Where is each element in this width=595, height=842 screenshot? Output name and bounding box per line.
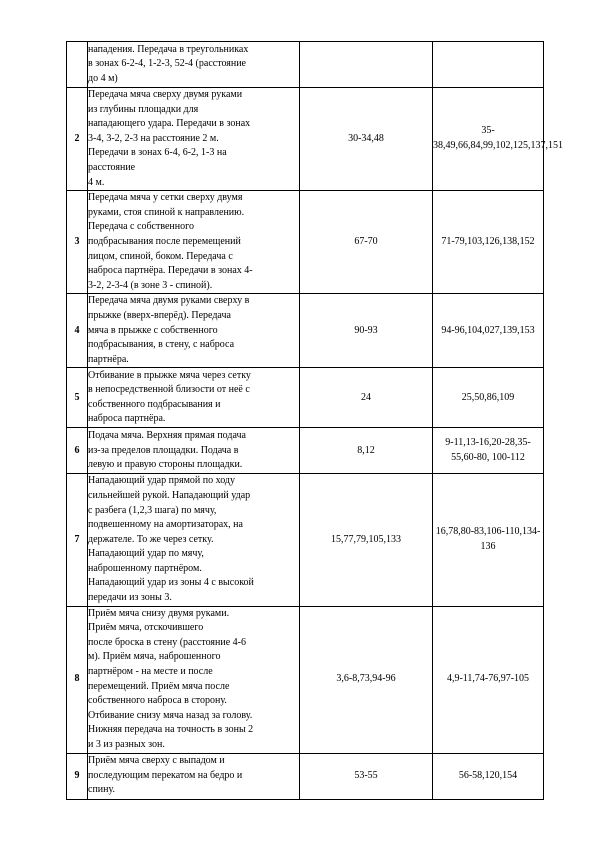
description-line: собственного наброса в сторону. [88, 695, 227, 707]
repeat-cell: 94-96,104,027,139,153 [433, 294, 544, 368]
description-line: Подача мяча. Верхняя прямая подача [88, 429, 246, 441]
description-line: прыжке (вверх-вперёд). Передача [88, 309, 231, 321]
description-line: Нападающий удар прямой по ходу [88, 475, 236, 487]
row-description [88, 474, 300, 606]
row-description [88, 42, 300, 88]
table-row [67, 294, 544, 368]
description-line: 3-4, 3-2, 2-3 на расстояние 2 м. [88, 132, 219, 144]
description-line: подбрасывания после перемещений [88, 235, 241, 247]
row-description [88, 191, 300, 294]
table-row [67, 42, 544, 88]
row-number: 6 [67, 428, 88, 474]
row-number: 8 [67, 606, 88, 753]
description-line: расстояние [88, 161, 136, 173]
description-line: лицом, спиной, боком. Передача с [88, 250, 233, 262]
repeat-cell: 71-79,103,126,138,152 [433, 191, 544, 294]
description-line: подбрасывания, в стену, с наброса [88, 339, 235, 351]
row-description [88, 428, 300, 474]
row-number: 2 [67, 88, 88, 191]
description-line: перемещений. Приём мяча после [88, 680, 230, 692]
description-line: из глубины площадки для [88, 103, 199, 115]
description-line: м). Приём мяча, наброшенного [88, 651, 221, 663]
repeat-cell: 9-11,13-16,20-28,35-55,60-80, 100-112 [433, 428, 544, 474]
description-line: из-за пределов площадки. Подача в [88, 444, 239, 456]
row-number: 3 [67, 191, 88, 294]
description-line: держателе. То же через сетку. [88, 533, 214, 545]
description-line: передачи из зоны 3. [88, 592, 172, 604]
description-line: Нападающий удар из зоны 4 с высокой [88, 577, 254, 589]
description-line: наброса партнёра. Передачи в зонах 4- [88, 265, 253, 277]
row-description [88, 753, 300, 799]
row-number [67, 42, 88, 88]
description-line: нападающего удара. Передачи в зонах [88, 118, 251, 130]
table-row [67, 606, 544, 753]
lessons-cell: 67-70 [300, 191, 433, 294]
row-number: 4 [67, 294, 88, 368]
row-description [88, 368, 300, 428]
description-line: Отбивание снизу мяча назад за голову. [88, 709, 253, 721]
description-line: 4 м. [88, 176, 105, 188]
table-row [67, 474, 544, 606]
description-line: мяча в прыжке с собственного [88, 324, 218, 336]
description-line: Передача мяча у сетки сверху двумя [88, 192, 243, 204]
repeat-cell: 4,9-11,74-76,97-105 [433, 606, 544, 753]
row-description [88, 294, 300, 368]
description-line: партнёра. [88, 353, 129, 365]
description-line: Нападающий удар по мячу, [88, 548, 204, 560]
repeat-cell: 56-58,120,154 [433, 753, 544, 799]
table-body [67, 42, 563, 800]
description-line: в зонах 6-2-4, 1-2-3, 52-4 (расстояние [88, 58, 246, 70]
lessons-cell: 15,77,79,105,133 [300, 474, 433, 606]
description-line: 3-2, 2-3-4 (в зоне 3 - спиной). [88, 279, 213, 291]
description-line: до 4 м) [88, 72, 118, 84]
description-line: наброса партнёра. [88, 413, 166, 425]
lessons-cell: 53-55 [300, 753, 433, 799]
table-row [67, 753, 544, 799]
repeat-cell: 35-38,49,66,84,99,102,125,137,151 [433, 88, 544, 191]
repeat-cell: 25,50,86,109 [433, 368, 544, 428]
description-line: Нижняя передача на точность в зоны 2 [88, 724, 254, 736]
description-line: последующим перекатом на бедро и [88, 769, 243, 781]
description-line: собственного подбрасывания и [88, 398, 221, 410]
repeat-cell [433, 42, 544, 88]
row-number: 9 [67, 753, 88, 799]
description-line: Передача с собственного [88, 221, 194, 233]
description-line: наброшенному партнёром. [88, 562, 202, 574]
description-line: Передачи в зонах 6-4, 6-2, 1-3 на [88, 147, 227, 159]
lessons-cell: 90-93 [300, 294, 433, 368]
table-row [67, 368, 544, 428]
description-line: подвешенному на амортизаторах, на [88, 519, 243, 531]
description-line: Передача мяча двумя руками сверху в [88, 295, 250, 307]
description-line: партнёром - на месте и после [88, 666, 213, 678]
table-row [67, 191, 544, 294]
row-number: 7 [67, 474, 88, 606]
description-line: Передача мяча сверху двумя руками [88, 89, 243, 100]
row-description [88, 606, 300, 753]
description-line: Приём мяча снизу двумя руками. [88, 607, 230, 619]
lessons-cell: 24 [300, 368, 433, 428]
description-line: спину. [88, 784, 115, 796]
repeat-cell: 16,78,80-83,106-110,134-136 [433, 474, 544, 606]
description-line: Отбивание в прыжке мяча через сетку [88, 369, 251, 381]
table-row [67, 88, 544, 191]
lessons-cell: 8,12 [300, 428, 433, 474]
row-description [88, 88, 300, 191]
description-line: левую и правую стороны площадки. [88, 459, 243, 471]
description-line: и 3 из разных зон. [88, 739, 165, 750]
description-line: в непосредственной близости от неё с [88, 384, 250, 396]
lessons-cell: 30-34,48 [300, 88, 433, 191]
lesson-plan-table [66, 41, 563, 800]
lessons-cell: 3,6-8,73,94-96 [300, 606, 433, 753]
row-number: 5 [67, 368, 88, 428]
description-line: нападения. Передача в треугольниках [88, 43, 249, 55]
description-line: Приём мяча сверху с выпадом и [88, 755, 225, 767]
description-line: Приём мяча, отскочившего [88, 622, 204, 634]
lessons-cell [300, 42, 433, 88]
description-line: руками, стоя спиной к направлению. [88, 206, 245, 218]
description-line: сильнейшей рукой. Нападающий удар [88, 489, 251, 501]
table-row [67, 428, 544, 474]
description-line: с разбега (1,2,3 шага) по мячу, [88, 504, 217, 516]
description-line: после броска в стену (расстояние 4-6 [88, 636, 246, 648]
